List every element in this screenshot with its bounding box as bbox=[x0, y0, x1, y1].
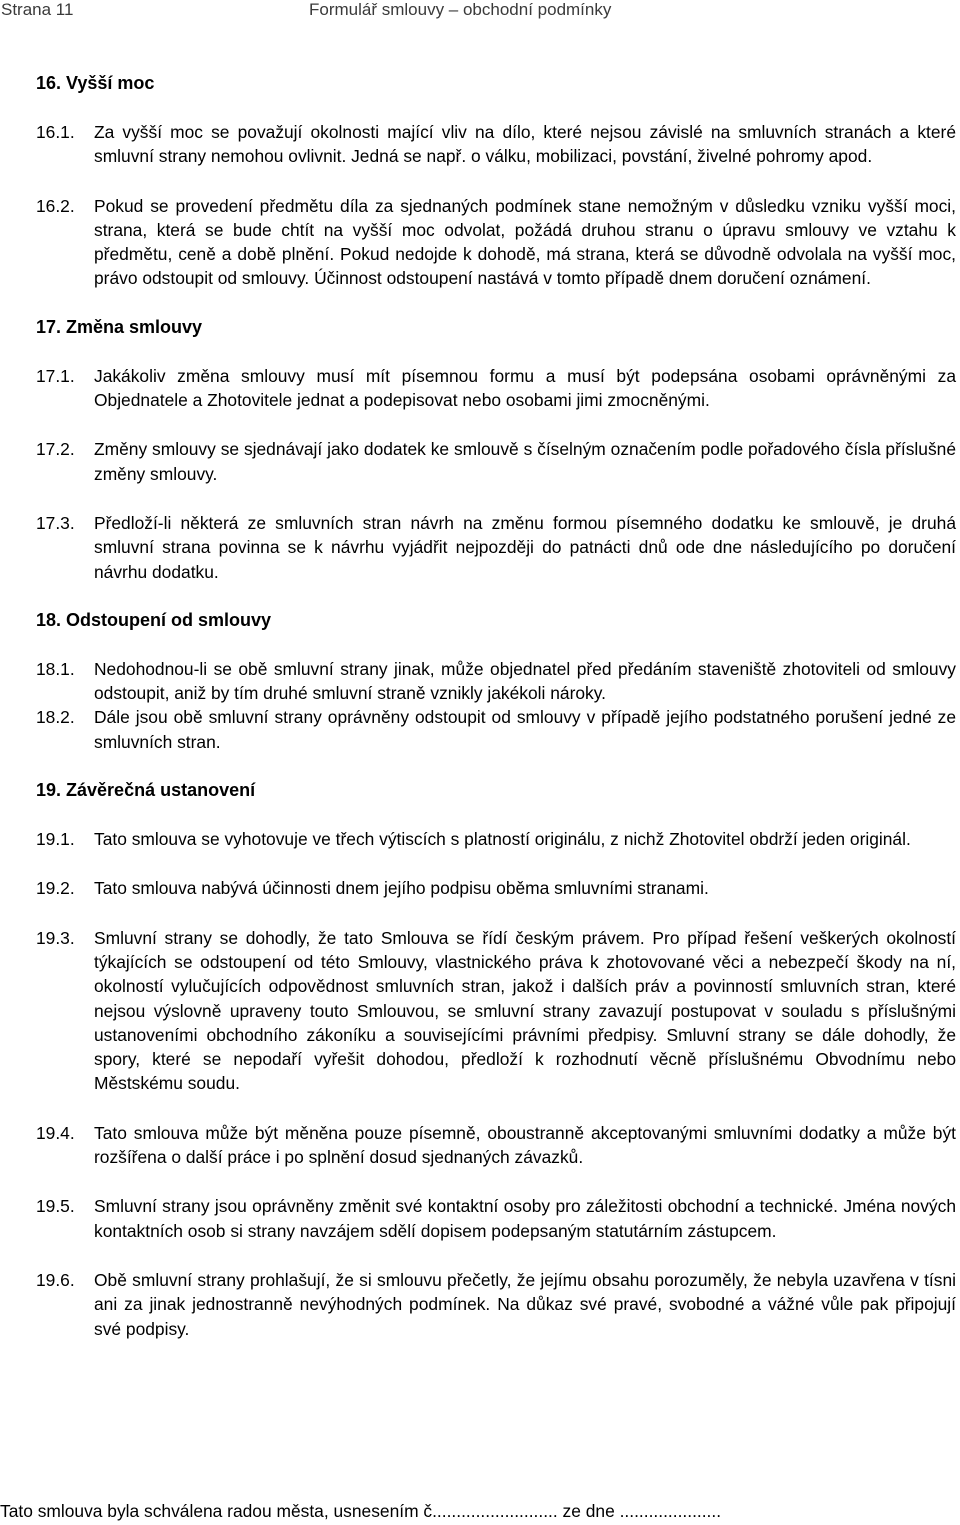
clause-text: Tato smlouva nabývá účinnosti dnem jejího podpisu oběma smluvními stranami. bbox=[94, 878, 709, 899]
clause-text: Tato smlouva může být měněna pouze písemně, oboustranně akceptovanými smluvními dodatky a může být rozšířena o další práce i po splnění dosud sjednaných závazků. bbox=[94, 1122, 956, 1168]
clause-number: 19.5. bbox=[36, 1196, 75, 1217]
clause bbox=[36, 364, 956, 413]
clause bbox=[36, 194, 956, 291]
page-number: Strana 11 bbox=[1, 0, 74, 19]
section-heading: 18. Odstoupení od smlouvy bbox=[36, 609, 272, 630]
clause-number: 19.3. bbox=[36, 927, 75, 948]
clause-text: Smluvní strany jsou oprávněny změnit své kontaktní osoby pro záležitosti obchodní a technické. Jména nových kontaktních osob si strany navzájem sdělí dopisem podepsaným statutárním zástupcem. bbox=[94, 1196, 956, 1241]
clause bbox=[36, 1194, 956, 1243]
approval-note: Tato smlouva byla schválena radou města, usnesením č.......................... ze dne ..................... bbox=[0, 1501, 722, 1521]
clause bbox=[36, 876, 956, 900]
clause bbox=[36, 437, 956, 486]
clause-number: 16.1. bbox=[36, 122, 75, 142]
clause-text: Předloží-li některá ze smluvních stran návrh na změnu formou písemného dodatku ke smlouvě, je druhá smluvní strana povinna se k návrhu vyjádřit nejpozději do patnácti dnů ode dne následujícího po doručení návrhu dodatku. bbox=[94, 512, 956, 582]
clause-number: 18.1. bbox=[36, 658, 75, 679]
document-title: Formulář smlouvy – obchodní podmínky bbox=[309, 0, 612, 19]
section-heading: 16. Vyšší moc bbox=[36, 73, 155, 93]
clause-text: Smluvní strany se dohodly, že tato Smlouva se řídí českým právem. Pro případ řešení veškerých okolností týkajících se odstoupení od této Smlouvy, vlastnického práva k zhotovované věci a nebezpečí škody na ní, okolností vylučujících odpovědnost smluvních stran, jakož i dalších práv a povinností smluvních stran, které nejsou výslovně upraveny touto Smlouvou, se smluvní strany zavazují postupovat v souladu s příslušnými ustanoveními obchodního zákoníku a souvisejícími právními předpisy. Smluvní strany se dále dohodly, že spory, které se nepodaří vyřešit dohodou, předloží k rozhodnutí věcně příslušnému Obvodnímu nebo Městskému soudu. bbox=[94, 927, 956, 1094]
clause-text: Jakákoliv změna smlouvy musí mít písemnou formu a musí být podepsána osobami oprávněnými za Objednatele a Zhotovitele jednat a podepisovat nebo osobami jimi zmocněnými. bbox=[94, 365, 956, 411]
clause bbox=[36, 926, 956, 1096]
clause bbox=[36, 511, 956, 584]
clause-number: 19.4. bbox=[36, 1122, 75, 1143]
clause-number: 17.3. bbox=[36, 512, 75, 533]
clause bbox=[36, 705, 956, 754]
clause bbox=[36, 1268, 956, 1341]
clause-text: Obě smluvní strany prohlašují, že si smlouvu přečetly, že jejímu obsahu porozuměly, že nebyla uzavřena v tísni ani za jinak jednostranně nevýhodných podmínek. Na důkaz své pravé, svobodné a vážné vůle pak připojují své podpisy. bbox=[94, 1269, 956, 1339]
clause bbox=[36, 827, 956, 851]
clause bbox=[36, 657, 956, 706]
clause-number: 17.1. bbox=[36, 365, 75, 386]
clause bbox=[36, 1121, 956, 1170]
clause-text: Za vyšší moc se považují okolnosti mající vliv na dílo, které nejsou závislé na smluvních stranách a které smluvní strany nemohou ovlivnit. Jedná se např. o válku, mobilizaci, povstání, živelné pohromy apod. bbox=[94, 122, 956, 167]
page-header bbox=[0, 0, 960, 22]
clause-text: Pokud se provedení předmětu díla za sjednaných podmínek stane nemožným v důsledku vzniku vyšší moci, strana, která se bude chtít na vyšší moc odvolat, požádá druhou stranu o úpravu smlouvy ve vztahu k předmětu, ceně a době plnění. Pokud nedojde k dohodě, má strana, která se důvodně odvolala na vyšší moc, právo odstoupit od smlouvy. Účinnost odstoupení nastává v tomto případě dnem doručení oznámení. bbox=[94, 195, 956, 289]
clause-text: Změny smlouvy se sjednávají jako dodatek ke smlouvě s číselným označením podle pořadového čísla příslušné změny smlouvy. bbox=[94, 439, 956, 484]
section-heading: 19. Závěrečná ustanovení bbox=[36, 780, 256, 801]
section-heading: 17. Změna smlouvy bbox=[36, 316, 203, 337]
clause-number: 19.1. bbox=[36, 829, 75, 850]
document-body bbox=[36, 71, 956, 1341]
clause-text: Dále jsou obě smluvní strany oprávněny odstoupit od smlouvy v případě jejího podstatného porušení jedné ze smluvních stran. bbox=[94, 707, 956, 752]
clause-number: 16.2. bbox=[36, 195, 75, 216]
clause-number: 19.2. bbox=[36, 878, 75, 899]
clause-number: 19.6. bbox=[36, 1269, 75, 1290]
clause-text: Nedohodnou-li se obě smluvní strany jinak, může objednatel před předáním staveniště zhotoviteli od smlouvy odstoupit, aniž by tím druhé smluvní straně vznikly jakékoli nároky. bbox=[94, 658, 956, 704]
clause-text: Tato smlouva se vyhotovuje ve třech výtiscích s platností originálu, z nichž Zhotovitel obdrží jeden originál. bbox=[94, 829, 911, 850]
clause-number: 18.2. bbox=[36, 707, 75, 728]
clause-number: 17.2. bbox=[36, 439, 75, 460]
clause bbox=[36, 120, 956, 169]
